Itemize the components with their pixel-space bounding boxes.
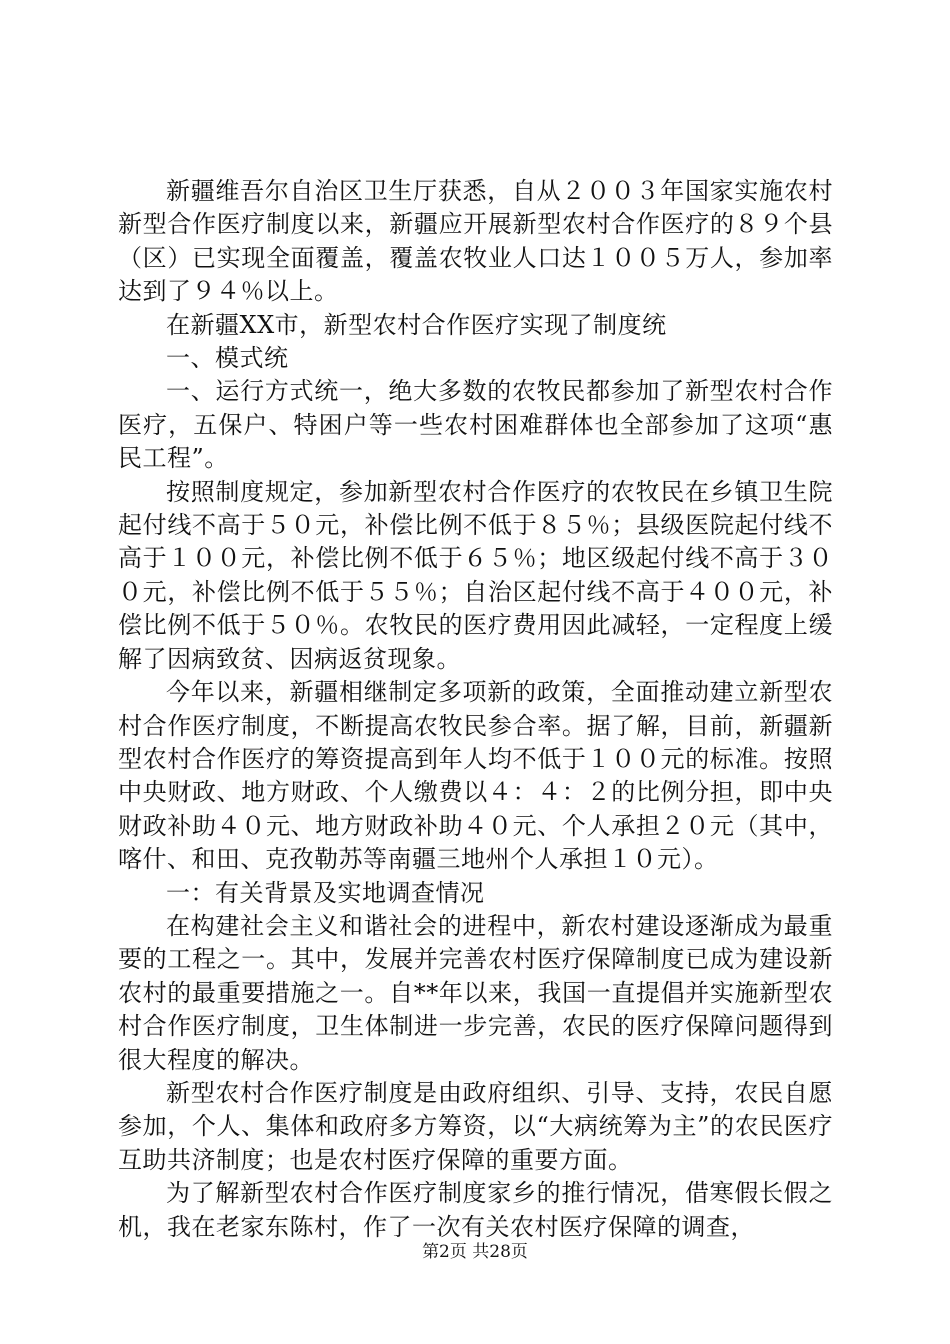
paragraph-operation: 一、运行方式统一，绝大多数的农牧民都参加了新型农村合作医疗，五保户、特困户等一些农村困难群体也全部参加了这项“惠民工程”。: [118, 377, 833, 473]
section-heading-background: 一：有关背景及实地调查情况: [166, 878, 485, 907]
page-number-footer: 第2页 共28页: [422, 1242, 528, 1262]
paragraph-city: 在新疆XX市，新型农村合作医疗实现了制度统: [166, 310, 667, 339]
paragraph-policy: 今年以来，新疆相继制定多项新的政策，全面推动建立新型农村合作医疗制度，不断提高农牧民参合率。据了解，目前，新疆新型农村合作医疗的筹资提高到年人均不低于１００元的标准。按照中央财政、地方财政、个人缴费以４：４：２的比例分担，即中央财政补助４０元、地方财政补助４０元、个人承担２０元（其中，喀什、和田、克孜勒苏等南疆三地州个人承担１０元）。: [118, 678, 833, 874]
paragraph-intro: 新疆维吾尔自治区卫生厅获悉，自从２００３年国家实施农村新型合作医疗制度以来，新疆应开展新型农村合作医疗的８９个县（区）已实现全面覆盖，覆盖农牧业人口达１００５万人，参加率达到了９４％以上。: [118, 177, 833, 306]
paragraph-definition: 新型农村合作医疗制度是由政府组织、引导、支持，农民自愿参加，个人、集体和政府多方筹资，以“大病统筹为主”的农民医疗互助共济制度；也是农村医疗保障的重要方面。: [118, 1078, 833, 1174]
paragraph-mode: 一、模式统: [166, 344, 289, 373]
paragraph-rules: 按照制度规定，参加新型农村合作医疗的农牧民在乡镇卫生院起付线不高于５０元，补偿比例不低于８５％；县级医院起付线不高于１００元，补偿比例不低于６５％；地区级起付线不高于３００元，补偿比例不低于５５％；自治区起付线不高于４００元，补偿比例不低于５０％。农牧民的医疗费用因此减轻，一定程度上缓解了因病致贫、因病返贫现象。: [118, 477, 833, 673]
paragraph-background: 在构建社会主义和谐社会的进程中，新农村建设逐渐成为最重要的工程之一。其中，发展并完善农村医疗保障制度已成为建设新农村的最重要措施之一。自**年以来，我国一直提倡并实施新型农村合作医疗制度，卫生体制进一步完善，农民的医疗保障问题得到很大程度的解决。: [118, 911, 833, 1074]
document-body: [118, 175, 833, 1244]
paragraph-survey: 为了解新型农村合作医疗制度家乡的推行情况，借寒假长假之机，我在老家东陈村，作了一次有关农村医疗保障的调查，: [118, 1179, 833, 1241]
